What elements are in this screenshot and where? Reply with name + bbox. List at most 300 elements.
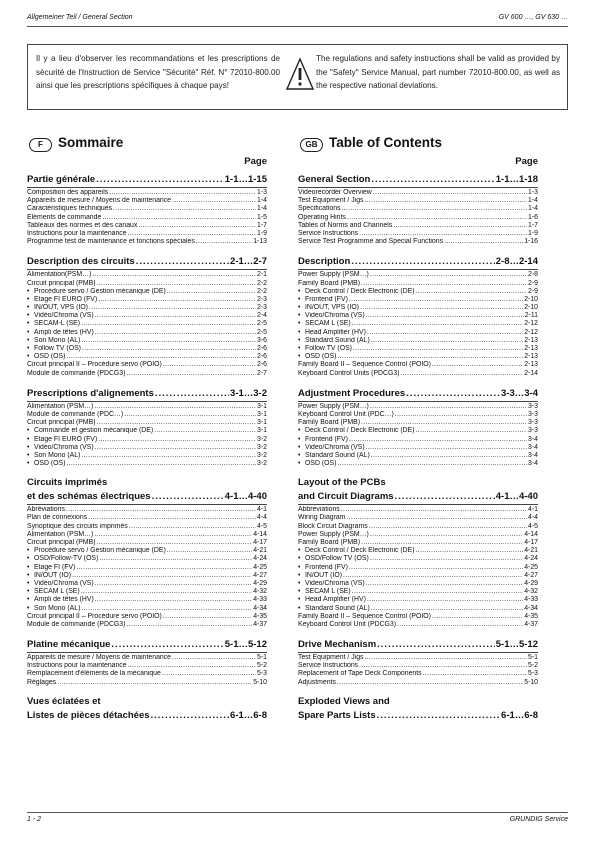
dot-leader (406, 386, 500, 401)
toc-entry (27, 427, 267, 435)
entry-page: 2-10 (524, 304, 538, 312)
dot-leader (359, 230, 527, 238)
toc-entry (27, 613, 267, 621)
dot-leader (373, 189, 527, 197)
toc-entry (298, 679, 538, 687)
dot-leader (432, 613, 523, 621)
entry-page: 4-21 (253, 547, 267, 555)
section-heading-line1: Layout of the PCBs (298, 477, 386, 489)
entry-page: 4-34 (524, 604, 538, 612)
entry-page: 3-3 (528, 410, 538, 418)
toc-title: Sommaire (58, 135, 124, 150)
entry-page: 2-13 (524, 361, 538, 369)
dot-leader (351, 254, 494, 269)
dot-leader (361, 419, 527, 427)
entry-page: 5-1 (528, 654, 538, 662)
entry-page: 2-13 (524, 345, 538, 352)
entry-page: 4-37 (524, 620, 538, 628)
dot-leader (57, 679, 252, 687)
toc-entry (27, 514, 267, 522)
dot-leader (366, 580, 524, 588)
entry-page: 4-32 (524, 588, 538, 596)
dot-leader (337, 353, 523, 361)
dot-leader (99, 555, 252, 563)
toc-entry (27, 288, 267, 296)
entry-title: Keyboard Control Units (PDCG3) (298, 369, 400, 377)
toc-entry (298, 320, 538, 328)
toc-entry (27, 189, 267, 197)
spacer (298, 246, 538, 252)
dot-leader (102, 214, 256, 222)
toc-entry (298, 514, 538, 522)
toc-entry (298, 288, 538, 296)
dot-leader (349, 296, 523, 304)
dot-leader (342, 205, 528, 213)
dot-leader (94, 403, 256, 411)
toc-entry (27, 452, 267, 460)
dot-leader (81, 320, 256, 328)
entry-title: • OSD (OS) (298, 460, 337, 468)
entry-title: Instructions pour la maintenance (27, 229, 127, 237)
entry-title: Alimentation(PSM…) (27, 271, 92, 279)
entry-page: 3-2 (257, 443, 267, 451)
dot-leader (369, 523, 527, 531)
dot-leader (371, 172, 494, 187)
entry-page: 3-3 (528, 402, 538, 410)
dot-leader (128, 662, 256, 670)
dot-leader (96, 172, 224, 187)
toc-entry (27, 662, 267, 670)
entry-title: Module de commande (PDCG3) (27, 369, 126, 377)
section-title: Drive Mechanism (298, 639, 377, 651)
section-rule (298, 652, 538, 653)
entry-title: • SECAM L (SE) (27, 588, 81, 596)
dot-leader (151, 708, 230, 723)
entry-page: 4-37 (253, 620, 267, 628)
toc-entry (27, 679, 267, 687)
toc-entry (298, 189, 538, 197)
toc-entry (298, 271, 538, 279)
toc-entry (298, 662, 538, 670)
entry-page: 4-27 (524, 571, 538, 579)
entry-title: Videorecorder Overview (298, 189, 372, 196)
dot-leader (167, 547, 252, 555)
entry-title: • Deck Control / Deck Electronic (DE) (298, 427, 416, 435)
entry-title: Adjustments (298, 678, 336, 686)
entry-title: Test Equipment / Jigs (298, 654, 364, 662)
dot-leader (81, 605, 252, 613)
toc-entry (298, 214, 538, 222)
entry-page: 3-1 (257, 419, 267, 427)
toc-entry (27, 444, 267, 452)
section-heading (27, 172, 267, 187)
entry-title: • Standard Sound (AL) (298, 605, 371, 613)
entry-page: 4-29 (253, 579, 267, 587)
entry-page: 2-8 (528, 271, 538, 279)
entry-page: 1-13 (253, 238, 267, 246)
entry-page: 1-4 (257, 197, 267, 205)
entry-title: • Video/Chroma (VS) (298, 580, 366, 588)
entry-title: Tableaux des normes et des canaux (27, 221, 138, 229)
dot-leader (155, 386, 229, 401)
entry-title: • Head Amplifier (HV) (298, 596, 367, 604)
dot-leader (98, 296, 256, 304)
dot-leader (163, 361, 256, 369)
dot-leader (416, 288, 528, 296)
entry-page: 1-4 (528, 197, 538, 205)
entry-title: • OSD (OS) (27, 353, 66, 361)
entry-title: • Standard Sound (AL) (298, 337, 371, 345)
dot-leader (361, 539, 523, 547)
toc-entry (298, 427, 538, 435)
entry-title: Circuit principal II – Procédure servo (POIO) (27, 612, 162, 620)
entry-page: 2-5 (257, 328, 267, 336)
entry-page: 4-25 (253, 563, 267, 571)
dot-leader (343, 572, 523, 580)
toc-section (27, 172, 267, 246)
entry-title: • OSD/Follow TV (OS) (298, 555, 370, 563)
dot-leader (337, 460, 527, 468)
entry-title: • IN/OUT, VPS (IO) (298, 304, 360, 312)
toc-entry (298, 555, 538, 563)
dot-leader (360, 304, 523, 312)
dot-leader (162, 670, 256, 678)
section-title: Description des circuits (27, 256, 135, 268)
entry-title: Service Instructions (298, 662, 359, 670)
section-pages: 1-1…1-18 (495, 174, 538, 185)
entry-page: 1-7 (528, 221, 538, 229)
entry-page: 2-11 (524, 312, 538, 320)
language-badge: F (29, 138, 52, 152)
toc-entry (298, 370, 538, 378)
entry-title: Instructions pour la maintenance (27, 662, 127, 670)
entry-page: 4-35 (524, 612, 538, 620)
entry-page: 4-4 (257, 514, 267, 522)
section-rule (298, 187, 538, 188)
dot-leader (365, 654, 528, 662)
entry-title: Service Test Programme and Special Functions (298, 238, 444, 246)
toc-entry (27, 320, 267, 328)
toc-section (27, 637, 267, 687)
dot-leader (377, 708, 500, 723)
section-title: Partie générale (27, 174, 96, 185)
spacer (298, 378, 538, 384)
toc-entry (298, 621, 538, 629)
entry-title: • Head Amplifier (HV) (298, 329, 367, 337)
entry-page: 1-5 (257, 213, 267, 221)
dot-leader (66, 353, 256, 361)
dot-leader (111, 637, 223, 652)
dot-leader (352, 588, 524, 596)
entry-title: Power Supply (PSM…) (298, 530, 369, 538)
section-rule (27, 401, 267, 402)
entry-title: Family Board (PMB) (298, 419, 361, 427)
section-title: and Circuit Diagrams (298, 491, 394, 503)
entry-page: 3-6 (257, 336, 267, 344)
language-badge: GB (300, 138, 323, 152)
warning-icon (286, 57, 314, 91)
dot-leader (432, 361, 523, 369)
toc-entry (27, 547, 267, 555)
entry-title: • Video/Chroma (VS) (298, 444, 366, 452)
entry-page: 2-3 (257, 304, 267, 312)
entry-page: 1-4 (257, 205, 267, 213)
entry-page: 4-35 (253, 612, 267, 620)
toc-entry (27, 572, 267, 580)
spacer (298, 687, 538, 693)
dot-leader (395, 489, 495, 504)
entry-title: Service Instructions (298, 229, 359, 237)
dot-leader (367, 596, 523, 604)
section-heading (27, 637, 267, 652)
dot-leader (128, 230, 256, 238)
toc-entry (27, 370, 267, 378)
entry-title: Circuit principal (PMB) (27, 279, 96, 287)
toc-entry (27, 460, 267, 468)
section-title: Spare Parts Lists (298, 709, 376, 721)
entry-page: 4-29 (524, 579, 538, 587)
entry-title: Keyboard Control Unit (PDC…) (298, 410, 394, 418)
spacer (27, 378, 267, 384)
dot-leader (113, 205, 256, 213)
dot-leader (349, 564, 523, 572)
section-heading (298, 254, 538, 269)
entry-title: Family Board II – Sequence Control (POIO) (298, 361, 431, 369)
entry-title: Appareils de mesure / Moyens de maintenance (27, 654, 172, 662)
entry-title: • OSD/Follow-TV (OS) (27, 555, 99, 563)
dot-leader (347, 214, 527, 222)
toc-entry (298, 312, 538, 320)
entry-page: 4-1 (528, 506, 538, 514)
dot-leader (81, 452, 256, 460)
header-section-title: Allgemeiner Teil / General Section (27, 14, 133, 21)
entry-page: 1-4 (528, 205, 538, 213)
toc-entry (298, 280, 538, 288)
dot-leader (82, 345, 256, 353)
dot-leader (95, 596, 252, 604)
entry-page: 2-12 (524, 328, 538, 336)
toc-entry (27, 654, 267, 662)
entry-title: • Procédure servo / Gestion mécanique (DE) (27, 547, 167, 555)
dot-leader (416, 547, 524, 555)
toc-entry (27, 605, 267, 613)
entry-title: • Standard Sound (AL) (298, 452, 371, 460)
entry-page: 4-32 (253, 588, 267, 596)
dot-leader (167, 288, 256, 296)
dot-leader (138, 222, 256, 230)
section-pages: 1-1…1-15 (224, 174, 267, 185)
section-pages: 5-1…5-12 (224, 639, 267, 651)
entry-title: Plan de connexions (27, 514, 88, 522)
entry-title: Wiring Diagram (298, 514, 346, 522)
toc-entry (298, 588, 538, 596)
entry-page: 2-2 (257, 287, 267, 295)
dot-leader (370, 271, 527, 279)
dot-leader (365, 197, 528, 205)
section-heading-line1: Circuits imprimés (27, 477, 108, 489)
toc-entry (298, 523, 538, 531)
entry-title: Block Circuit Diagrams (298, 522, 368, 530)
entry-page: 3-1 (257, 402, 267, 410)
dot-leader (163, 613, 252, 621)
entry-title: Power Supply (PSM…) (298, 271, 369, 279)
entry-title: Family Board II – Sequence Control (POIO) (298, 612, 431, 620)
entry-page: 1-9 (257, 229, 267, 237)
entry-page: 2-13 (524, 336, 538, 344)
toc-entry (27, 337, 267, 345)
entry-page: 4-5 (528, 522, 538, 530)
dot-leader (377, 637, 495, 652)
entry-page: 4-21 (524, 547, 538, 555)
entry-page: 4-5 (257, 522, 267, 530)
entry-page: 3-2 (257, 435, 267, 443)
entry-title: Programme test de maintenance et fonctions spéciales (27, 238, 195, 246)
entry-title: Power Supply (PSM…) (298, 402, 369, 410)
entry-title: Family Board (PMB) (298, 279, 361, 287)
entry-page: 3-1 (257, 427, 267, 435)
toc-entry (298, 230, 538, 238)
toc-entry (27, 403, 267, 411)
entry-page: 2-14 (524, 369, 538, 377)
toc-section (27, 695, 267, 723)
dot-leader (95, 329, 256, 337)
toc-section (298, 476, 538, 629)
safety-text-english: The regulations and safety instructions shall be valid as provided by the "Safety" Service Manual, part number 72010-800.00, as well as the respective national deviations. (316, 54, 560, 90)
entry-page: 2-10 (524, 295, 538, 303)
toc-entry (298, 345, 538, 353)
spacer (27, 468, 267, 474)
entry-title: Abréviations (27, 506, 65, 514)
toc-entry (298, 539, 538, 547)
entry-page: 1-3 (257, 189, 267, 196)
dot-leader (371, 337, 523, 345)
dot-leader (353, 345, 523, 353)
toc-entry (27, 230, 267, 238)
section-heading (298, 386, 538, 401)
dot-leader (367, 329, 523, 337)
toc-entry (27, 271, 267, 279)
entry-page: 2-7 (257, 369, 267, 377)
entry-page: 5-2 (257, 662, 267, 670)
section-heading-line1: Exploded Views and (298, 695, 390, 707)
entry-title: • Etage FI EURO (FV) (27, 296, 98, 304)
dot-leader (370, 531, 523, 539)
section-rule (27, 652, 267, 653)
toc-column-english (298, 134, 538, 723)
entry-title: Specifications (298, 205, 341, 213)
toc-entry (298, 205, 538, 213)
toc-entry (27, 222, 267, 230)
page-number: 1 - 2 (27, 816, 42, 823)
entry-title: • Deck Control / Deck Electronic (DE) (298, 547, 416, 555)
safety-text-french: Il y a lieu d'observer les recommandations et les prescriptions de sécurité de l'Instruction de Service "Sécurité" Réf. N° 72010-800.00 ainsi que les prescriptions spécifiques à chaque pays! (36, 54, 280, 90)
entry-page: 2-4 (257, 312, 267, 320)
entry-page: 3-4 (528, 451, 538, 459)
entry-title: Remplacement d'éléments de la mécanique (27, 670, 161, 678)
page-column-label: Page (244, 156, 267, 167)
toc-section (27, 476, 267, 629)
toc-entry (27, 329, 267, 337)
entry-title: Caractéristiques techniques (27, 205, 113, 213)
toc-column-french (27, 134, 267, 723)
dot-leader (361, 280, 527, 288)
dot-leader (66, 460, 256, 468)
toc-entry (298, 411, 538, 419)
dot-leader (76, 564, 252, 572)
entry-page: 5-3 (257, 670, 267, 678)
entry-title: • Son Mono (AL) (27, 337, 81, 345)
entry-page: 3-4 (528, 435, 538, 443)
entry-title: • Son Mono (AL) (27, 452, 81, 460)
dot-leader (371, 452, 527, 460)
spacer (298, 629, 538, 635)
entry-page: 4-33 (524, 596, 538, 604)
entry-title: • Vidéo/Chroma (VS) (27, 312, 95, 320)
toc-section (298, 386, 538, 469)
section-pages: 5-1…5-12 (495, 639, 538, 651)
entry-title: • Vidéo/Chroma (VS) (27, 580, 95, 588)
toc-section (27, 254, 267, 377)
toc-entry (298, 531, 538, 539)
entry-page: 2-1 (257, 271, 267, 279)
dot-leader (129, 523, 256, 531)
toc-entry (298, 596, 538, 604)
toc-entry (27, 353, 267, 361)
entry-title: • Follow TV (OS) (298, 345, 353, 353)
toc-section (298, 172, 538, 246)
dot-leader (66, 506, 256, 514)
dot-leader (366, 312, 524, 320)
entry-page: 2-3 (257, 295, 267, 303)
toc-section (298, 637, 538, 687)
entry-page: 1-7 (257, 221, 267, 229)
dot-leader (370, 403, 527, 411)
entry-title: • IN/OUT, VPS (IO) (27, 304, 89, 312)
page-header (27, 14, 568, 26)
entry-title: Module de commande (PDCG3) (27, 620, 126, 628)
dot-leader (95, 580, 253, 588)
toc-entry (27, 280, 267, 288)
entry-page: 4-4 (528, 514, 538, 522)
entry-title: • Son Mono (AL) (27, 605, 81, 613)
entry-page: 4-34 (253, 604, 267, 612)
dot-leader (152, 489, 224, 504)
spacer (298, 468, 538, 474)
dot-leader (136, 254, 229, 269)
entry-page: 4-1 (257, 506, 267, 514)
entry-title: • SECAM L (SE) (298, 320, 352, 328)
entry-page: 2-6 (257, 345, 267, 352)
toc-entry (27, 238, 267, 246)
toc-entry (298, 436, 538, 444)
dot-leader (92, 271, 256, 279)
section-heading (27, 489, 267, 504)
dot-leader (337, 679, 523, 687)
spacer (27, 246, 267, 252)
entry-page: 5-2 (528, 662, 538, 670)
toc-entry (298, 337, 538, 345)
entry-title: • Frontend (FV) (298, 296, 349, 304)
toc-entry (298, 353, 538, 361)
dot-leader (352, 320, 524, 328)
toc-entry (27, 621, 267, 629)
section-rule (298, 269, 538, 270)
toc-entry (27, 580, 267, 588)
entry-title: • Commande et gestion mécanique (DE) (27, 427, 154, 435)
entry-title: Composition des appareils (27, 189, 109, 196)
toc-entry (27, 564, 267, 572)
dot-leader (359, 662, 527, 670)
